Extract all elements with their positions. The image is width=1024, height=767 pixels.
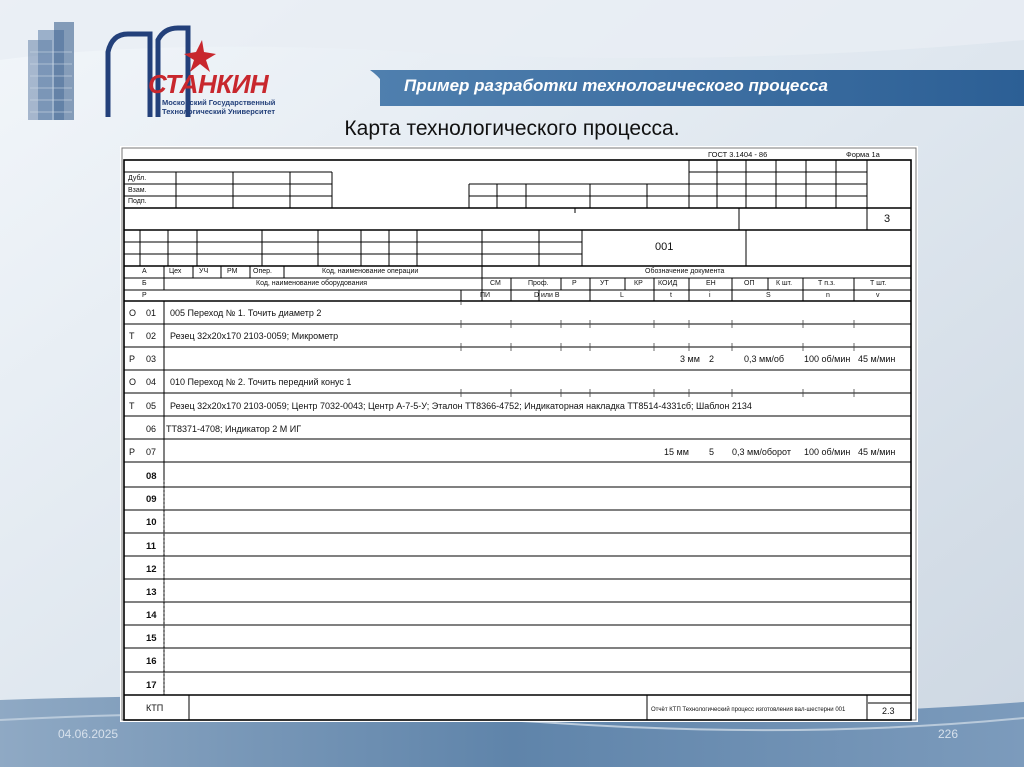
row-07-num: 07 [146,447,157,457]
row-num-14: 14 [146,610,157,621]
hdr-en: ЕН [706,280,716,287]
logo-name: СТАНКИН [148,69,269,99]
hdr-t: t [670,292,672,299]
hdr-n: n [826,292,830,299]
footer-page-number: 226 [938,727,959,741]
row-num-15: 15 [146,633,157,644]
row-07-v: 45 м/мин [858,447,896,457]
row-03-num: 03 [146,354,157,364]
hdr-doc-design: Обозначение документа [645,268,725,275]
sheet-number: 3 [884,213,891,225]
logo-line-2: Технологический Университет [162,107,275,116]
row-num-11: 11 [146,541,157,552]
hdr-tsht: Т шт. [870,280,887,287]
hdr-equip: Код, наименование оборудования [256,280,368,287]
row-02-text: Резец 32х20х170 2103-0059; Микрометр [170,331,339,341]
row-01-num: 01 [146,308,157,318]
row-01-prefix: О [129,308,137,318]
row-07-s: 0,3 мм/оборот [732,447,791,457]
hdr-pi: ПИ [480,292,491,299]
slide-title: Карта технологического процесса. [344,117,680,140]
row-07-t: 15 мм [664,447,689,457]
row-03-i: 2 [709,354,715,364]
hdr-tsekh: Цех [169,268,182,275]
hdr-dorb: D или В [534,292,560,299]
hdr-b: Б [142,280,147,287]
hdr-s: S [766,292,771,299]
footer-date: 04.06.2025 [58,727,119,741]
row-num-13: 13 [146,587,157,598]
hdr-tpz: Т п.з. [818,280,836,287]
row-03-s: 0,3 мм/об [744,354,785,364]
row-num-12: 12 [146,564,157,575]
row-07-n: 100 об/мин [804,447,851,457]
row-02-num: 02 [146,331,157,341]
row-05-text: Резец 32х20х170 2103-0059; Центр 7032-0043; Центр А-7-5-У; Эталон ТТ8366-4752; Индикаторная накладка ТТ8514-4331сб; Шаблон 2134 [170,401,752,411]
hdr-sm: СМ [490,280,501,287]
hdr-v: v [876,292,880,299]
document-number: 001 [655,241,674,253]
row-num-08: 08 [146,471,157,482]
row-04-num: 04 [146,377,157,387]
row-07-prefix: Р [129,447,136,457]
row-num-10: 10 [146,517,157,528]
footer-description: Отчёт КТП Технологический процесс изготовления вал-шестерни 001 [651,707,846,713]
hdr-rm: РМ [227,268,238,275]
hdr-oper: Опер. [253,268,272,275]
row-03-n: 100 об/мин [804,354,851,364]
stamp-vzam: Взам. [128,187,147,194]
row-05-prefix: Т [129,401,135,411]
hdr-koid: КОИД [658,280,678,287]
footer-code: КТП [146,703,164,713]
row-03-t: 3 мм [680,354,700,364]
row-num-17: 17 [146,680,157,691]
hdr-i: i [709,292,711,299]
row-01-text: 005 Переход № 1. Точить диаметр 2 [170,308,322,318]
row-03-v: 45 м/мин [858,354,896,364]
hdr-a: А [142,268,147,275]
hdr-prof: Проф. [528,280,549,287]
row-02-prefix: Т [129,331,135,341]
hdr-kr: КР [634,280,643,287]
row-num-09: 09 [146,494,157,505]
hdr-l: L [620,292,624,299]
hdr-op-name: Код, наименование операции [322,268,419,275]
hdr-kst: К шт. [776,280,793,287]
hdr-p: Р [142,292,147,299]
row-06-num: 06 [146,424,157,434]
row-04-text: 010 Переход № 2. Точить передний конус 1 [170,377,352,387]
row-03-prefix: Р [129,354,136,364]
stamp-podp: Подп. [128,198,147,205]
header-title: Пример разработки технологического процесса [404,76,828,95]
row-07-i: 5 [709,447,715,457]
hdr-ut: УТ [600,280,609,287]
footer-sheet: 2.3 [882,706,895,716]
logo-line-1: Московский Государственный [162,98,276,107]
form-type-label: Форма 1а [846,150,880,159]
row-num-16: 16 [146,656,157,667]
stamp-dubl: Дубл. [128,175,147,182]
hdr-uch: УЧ [199,268,209,275]
hdr-op: ОП [744,280,755,287]
row-05-num: 05 [146,401,157,411]
row-04-prefix: О [129,377,137,387]
row-06-text: ТТ8371-4708; Индикатор 2 М ИГ [166,424,302,434]
gost-label: ГОСТ 3.1404 - 86 [708,150,768,159]
hdr-r: Р [572,280,577,287]
